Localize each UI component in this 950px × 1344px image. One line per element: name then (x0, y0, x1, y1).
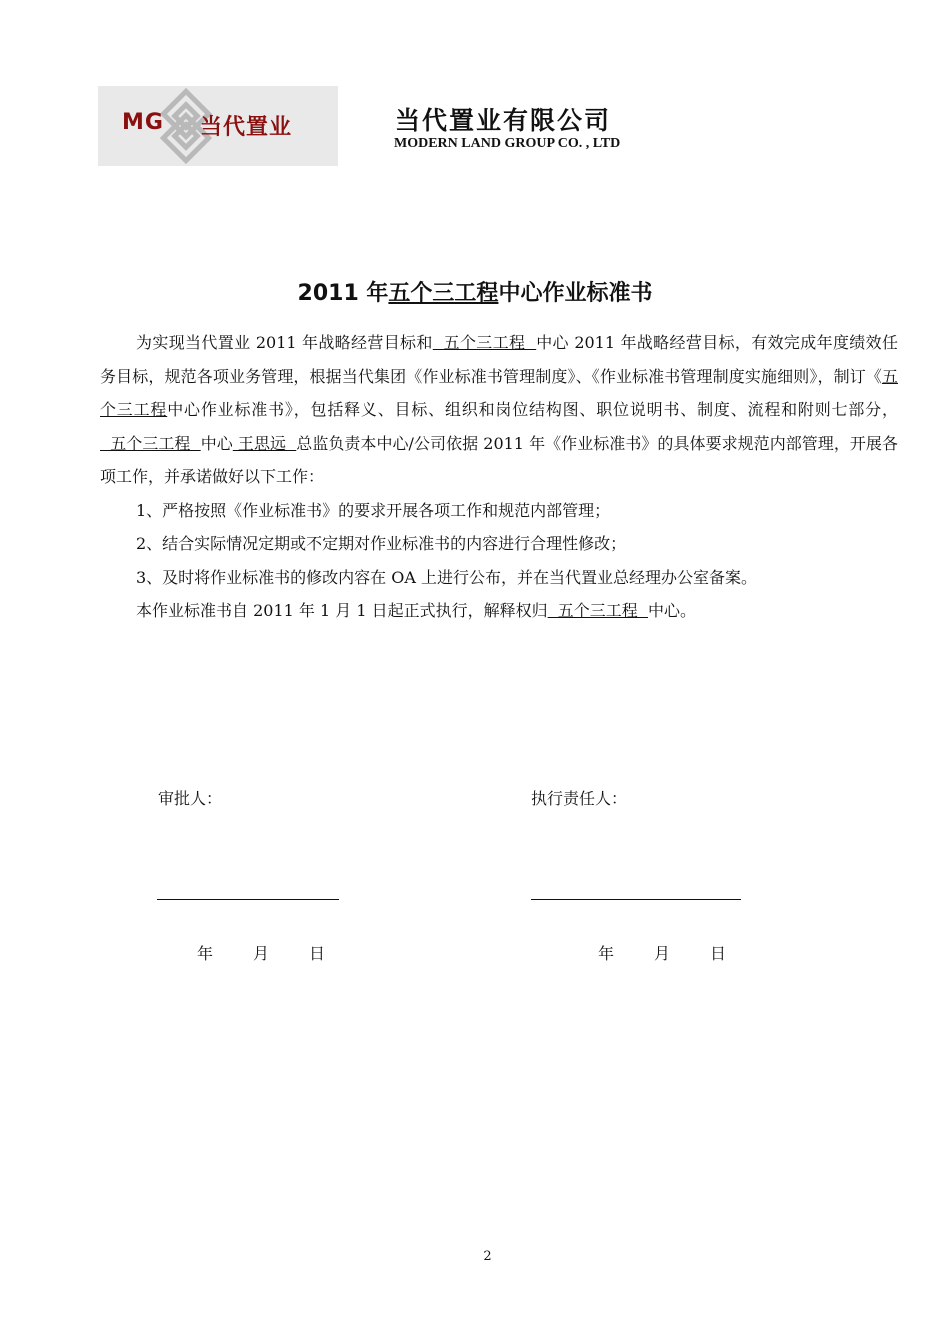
document-body (100, 326, 898, 628)
approver-signature-line (157, 899, 339, 900)
effective-paragraph (100, 594, 898, 628)
executor-signature-line (531, 899, 741, 900)
page-number: 2 (483, 1249, 492, 1264)
company-logo (98, 86, 338, 166)
list-item: 2、结合实际情况定期或不定期对作业标准书的内容进行合理性修改； (136, 534, 627, 553)
effective-text-a: 本作业标准书自 2011 年 1 月 1 日起正式执行，解释权归 (136, 601, 548, 620)
intro-text-a: 为实现当代置业 2011 年战略经营目标和 (136, 333, 433, 352)
day-label: 日 (710, 944, 727, 963)
list-item: 1、严格按照《作业标准书》的要求开展各项工作和规范内部管理； (136, 500, 611, 520)
effective-text-b: 中心。 (647, 601, 696, 620)
intro-center-name-1: 五个三工程 (432, 333, 537, 352)
approver-label: 审批人： (158, 789, 223, 808)
intro-text-e: 总监负责本中心/公司依据 2011 年《作业标准书》的具体要求规范内部管理，开展各项工作，并承诺做好以下工作： (100, 433, 898, 486)
title-prefix: 2011 年 (297, 281, 389, 306)
title-center-name: 五个三工程 (388, 281, 499, 306)
company-name-en: MODERN LAND GROUP CO. , LTD (394, 136, 621, 151)
intro-center-name-3: 五个三工程 (100, 433, 201, 453)
executor-date (598, 941, 726, 964)
executor-label: 执行责任人： (531, 789, 628, 808)
intro-text-b: 中心 2011 年战略经营目标，有效完成年度绩效任务目标，规范各项业务管理，根据当代集团《作业标准书管理制度》、《作业标准书管理制度实施细则》，制订《 (100, 333, 898, 386)
intro-director-name: 王思远 (232, 433, 297, 453)
year-label: 年 (197, 944, 214, 963)
intro-center-name-2: 五个三工程 (100, 366, 898, 419)
month-label: 月 (253, 944, 270, 963)
logo-mg-text: MG (122, 110, 164, 135)
approver-date (197, 941, 325, 964)
year-label: 年 (598, 944, 615, 963)
company-name-cn: 当代置业有限公司 (395, 106, 612, 135)
intro-text-d: 中心 (200, 433, 233, 453)
effective-center-name: 五个三工程 (547, 601, 648, 620)
document-title (0, 276, 950, 307)
day-label: 日 (309, 944, 326, 963)
logo-cn-text: 当代置业 (200, 115, 293, 140)
intro-text-c: 中心作业标准书》，包括释义、目标、组织和岗位结构图、职位说明书、制度、流程和附则七部分， (167, 400, 898, 419)
month-label: 月 (654, 944, 671, 963)
title-suffix: 中心作业标准书 (498, 281, 653, 306)
intro-paragraph (100, 326, 898, 494)
list-item: 3、及时将作业标准书的修改内容在 OA 上进行公布，并在当代置业总经理办公室备案。 (136, 567, 758, 587)
